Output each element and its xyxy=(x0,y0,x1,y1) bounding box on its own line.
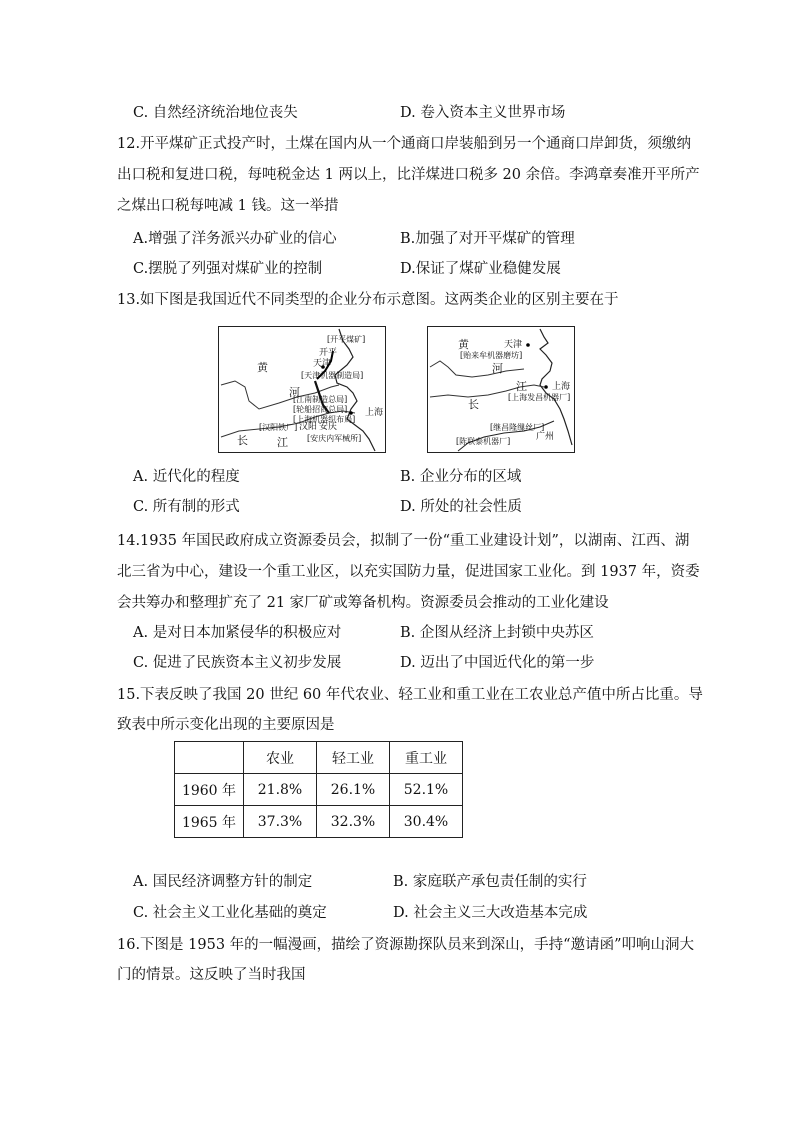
q12-option-b: B.加强了对开平煤矿的管理 xyxy=(400,231,575,247)
map-left-label-jiangnan: [江南制造总局] xyxy=(293,395,348,404)
q11-option-c: C. 自然经济统治地位丧失 xyxy=(133,105,298,121)
map-right-tianjin-dot xyxy=(526,343,530,347)
q12-stem-line2: 出口税和复进口税，每吨税金达 1 两以上，比洋煤进口税多 20 余倍。李鸿章奏准开平所产 xyxy=(117,167,700,183)
table-row xyxy=(175,774,463,806)
q15-data-table xyxy=(174,741,463,838)
table-header-cell: 农业 xyxy=(244,742,317,774)
map-left-label-tianjin: 天津 xyxy=(313,359,332,369)
map-left-label-shanghai-loom: [上海机器织布局] xyxy=(293,415,356,424)
q15-option-d: D. 社会主义三大改造基本完成 xyxy=(393,905,588,921)
map-right-label-guangzhou: 广州 xyxy=(536,432,555,442)
table-cell: 1965 年 xyxy=(175,806,244,838)
map-right-label-fachang: [上海发昌机器厂] xyxy=(508,393,571,402)
table-cell: 30.4% xyxy=(390,806,463,838)
map-right-label-chenlian: [陈联泰机器厂] xyxy=(456,437,511,446)
q15-option-a: A. 国民经济调整方针的制定 xyxy=(133,874,313,890)
map-right-label-jiang: 江 xyxy=(516,380,527,393)
map-left-label-chang: 长 xyxy=(237,434,248,447)
map-right-label-he: 河 xyxy=(492,362,503,375)
table-header-cell: 重工业 xyxy=(390,742,463,774)
q15-stem-line1: 15.下表反映了我国 20 世纪 60 年代农业、轻工业和重工业在工农业总产值中所占比重。导 xyxy=(117,687,703,703)
map-left-label-kaiping-mine: [开平煤矿] xyxy=(327,335,366,344)
map-left-label-hanyang-iron: [汉阳铁厂] xyxy=(259,423,298,432)
map-left-label-hanyang: 汉阳 xyxy=(299,422,318,432)
q16-stem-line1: 16.下图是 1953 年的一幅漫画，描绘了资源勘探队员来到深山，手持“邀请函”叩响山洞大 xyxy=(117,937,695,953)
q14-stem-line3: 会共筹办和整理扩充了 21 家厂矿或筹备机构。资源委员会推动的工业化建设 xyxy=(117,595,609,611)
map-right-label-jichangzhao: [继昌隆缫丝厂] xyxy=(490,423,545,432)
q13-option-c: C. 所有制的形式 xyxy=(133,499,240,515)
q13-option-d: D. 所处的社会性质 xyxy=(400,499,522,515)
q14-option-c: C. 促进了民族资本主义初步发展 xyxy=(133,655,342,671)
map-right-label-shanghai: 上海 xyxy=(552,382,571,392)
q11-option-d: D. 卷入资本主义世界市场 xyxy=(400,105,566,121)
map-left-label-anqing-arsenal: [安庆内军械所] xyxy=(307,434,362,443)
q16-stem-line2: 门的情景。这反映了当时我国 xyxy=(117,967,306,983)
q12-option-d: D.保证了煤矿业稳健发展 xyxy=(400,261,561,277)
map-right-yellow-river xyxy=(430,361,524,377)
map-right-label-chang: 长 xyxy=(468,398,479,411)
map-right-label-tianjin: 天津 xyxy=(504,340,523,350)
q15-stem-line2: 致表中所示变化出现的主要原因是 xyxy=(117,717,335,733)
map-right-label-yijiatai: [贻来牟机器磨坊] xyxy=(460,351,523,360)
map-right-shanghai-dot xyxy=(544,385,548,389)
map-left-label-kaiping: 开平 xyxy=(319,348,338,358)
q12-stem-line3: 之煤出口税每吨减 1 钱。这一举措 xyxy=(117,198,339,214)
q12-stem-line1: 12.开平煤矿正式投产时，土煤在国内从一个通商口岸装船到另一个通商口岸卸货，须缴纳 xyxy=(117,136,692,152)
q14-stem-line1: 14.1935 年国民政府成立资源委员会，拟制了一份“重工业建设计划”，以湖南、江西、湖 xyxy=(117,533,690,549)
q14-option-d: D. 迈出了中国近代化的第一步 xyxy=(400,655,595,671)
map-right xyxy=(427,326,575,453)
q12-option-a: A.增强了洋务派兴办矿业的信心 xyxy=(133,231,337,247)
map-left xyxy=(218,326,386,453)
table-cell: 52.1% xyxy=(390,774,463,806)
q14-option-a: A. 是对日本加紧侵华的积极应对 xyxy=(133,625,342,641)
map-left-label-huang: 黄 xyxy=(257,361,268,374)
map-left-label-he: 河 xyxy=(289,386,300,399)
map-right-label-huang: 黄 xyxy=(458,338,469,351)
q12-option-c: C.摆脱了列强对煤矿业的控制 xyxy=(133,261,323,277)
q13-option-a: A. 近代化的程度 xyxy=(133,469,240,485)
map-left-label-anqing: 安庆 xyxy=(319,422,338,432)
table-header-cell xyxy=(175,742,244,774)
table-row xyxy=(175,806,463,838)
q15-option-c: C. 社会主义工业化基础的奠定 xyxy=(133,905,327,921)
table-cell: 1960 年 xyxy=(175,774,244,806)
table-header-row xyxy=(175,742,463,774)
map-left-label-jiang: 江 xyxy=(277,436,288,449)
table-cell: 21.8% xyxy=(244,774,317,806)
q14-stem-line2: 北三省为中心，建设一个重工业区，以充实国防力量，促进国家工业化。到 1937 年，资委 xyxy=(117,564,700,580)
table-header-cell: 轻工业 xyxy=(317,742,390,774)
map-left-label-shanghai: 上海 xyxy=(365,408,384,418)
q13-option-b: B. 企业分布的区域 xyxy=(400,469,522,485)
q15-option-b: B. 家庭联产承包责任制的实行 xyxy=(393,874,587,890)
table-cell: 26.1% xyxy=(317,774,390,806)
q14-option-b: B. 企图从经济上封锁中央苏区 xyxy=(400,625,594,641)
table-cell: 32.3% xyxy=(317,806,390,838)
table-cell: 37.3% xyxy=(244,806,317,838)
map-left-coastline xyxy=(335,329,375,451)
map-left-label-tianjin-arsenal: [天津机器制造局] xyxy=(301,371,364,380)
q13-stem: 13.如下图是我国近代不同类型的企业分布示意图。这两类企业的区别主要在于 xyxy=(117,292,619,308)
map-left-label-steamship: [轮船招商总局] xyxy=(293,405,348,414)
